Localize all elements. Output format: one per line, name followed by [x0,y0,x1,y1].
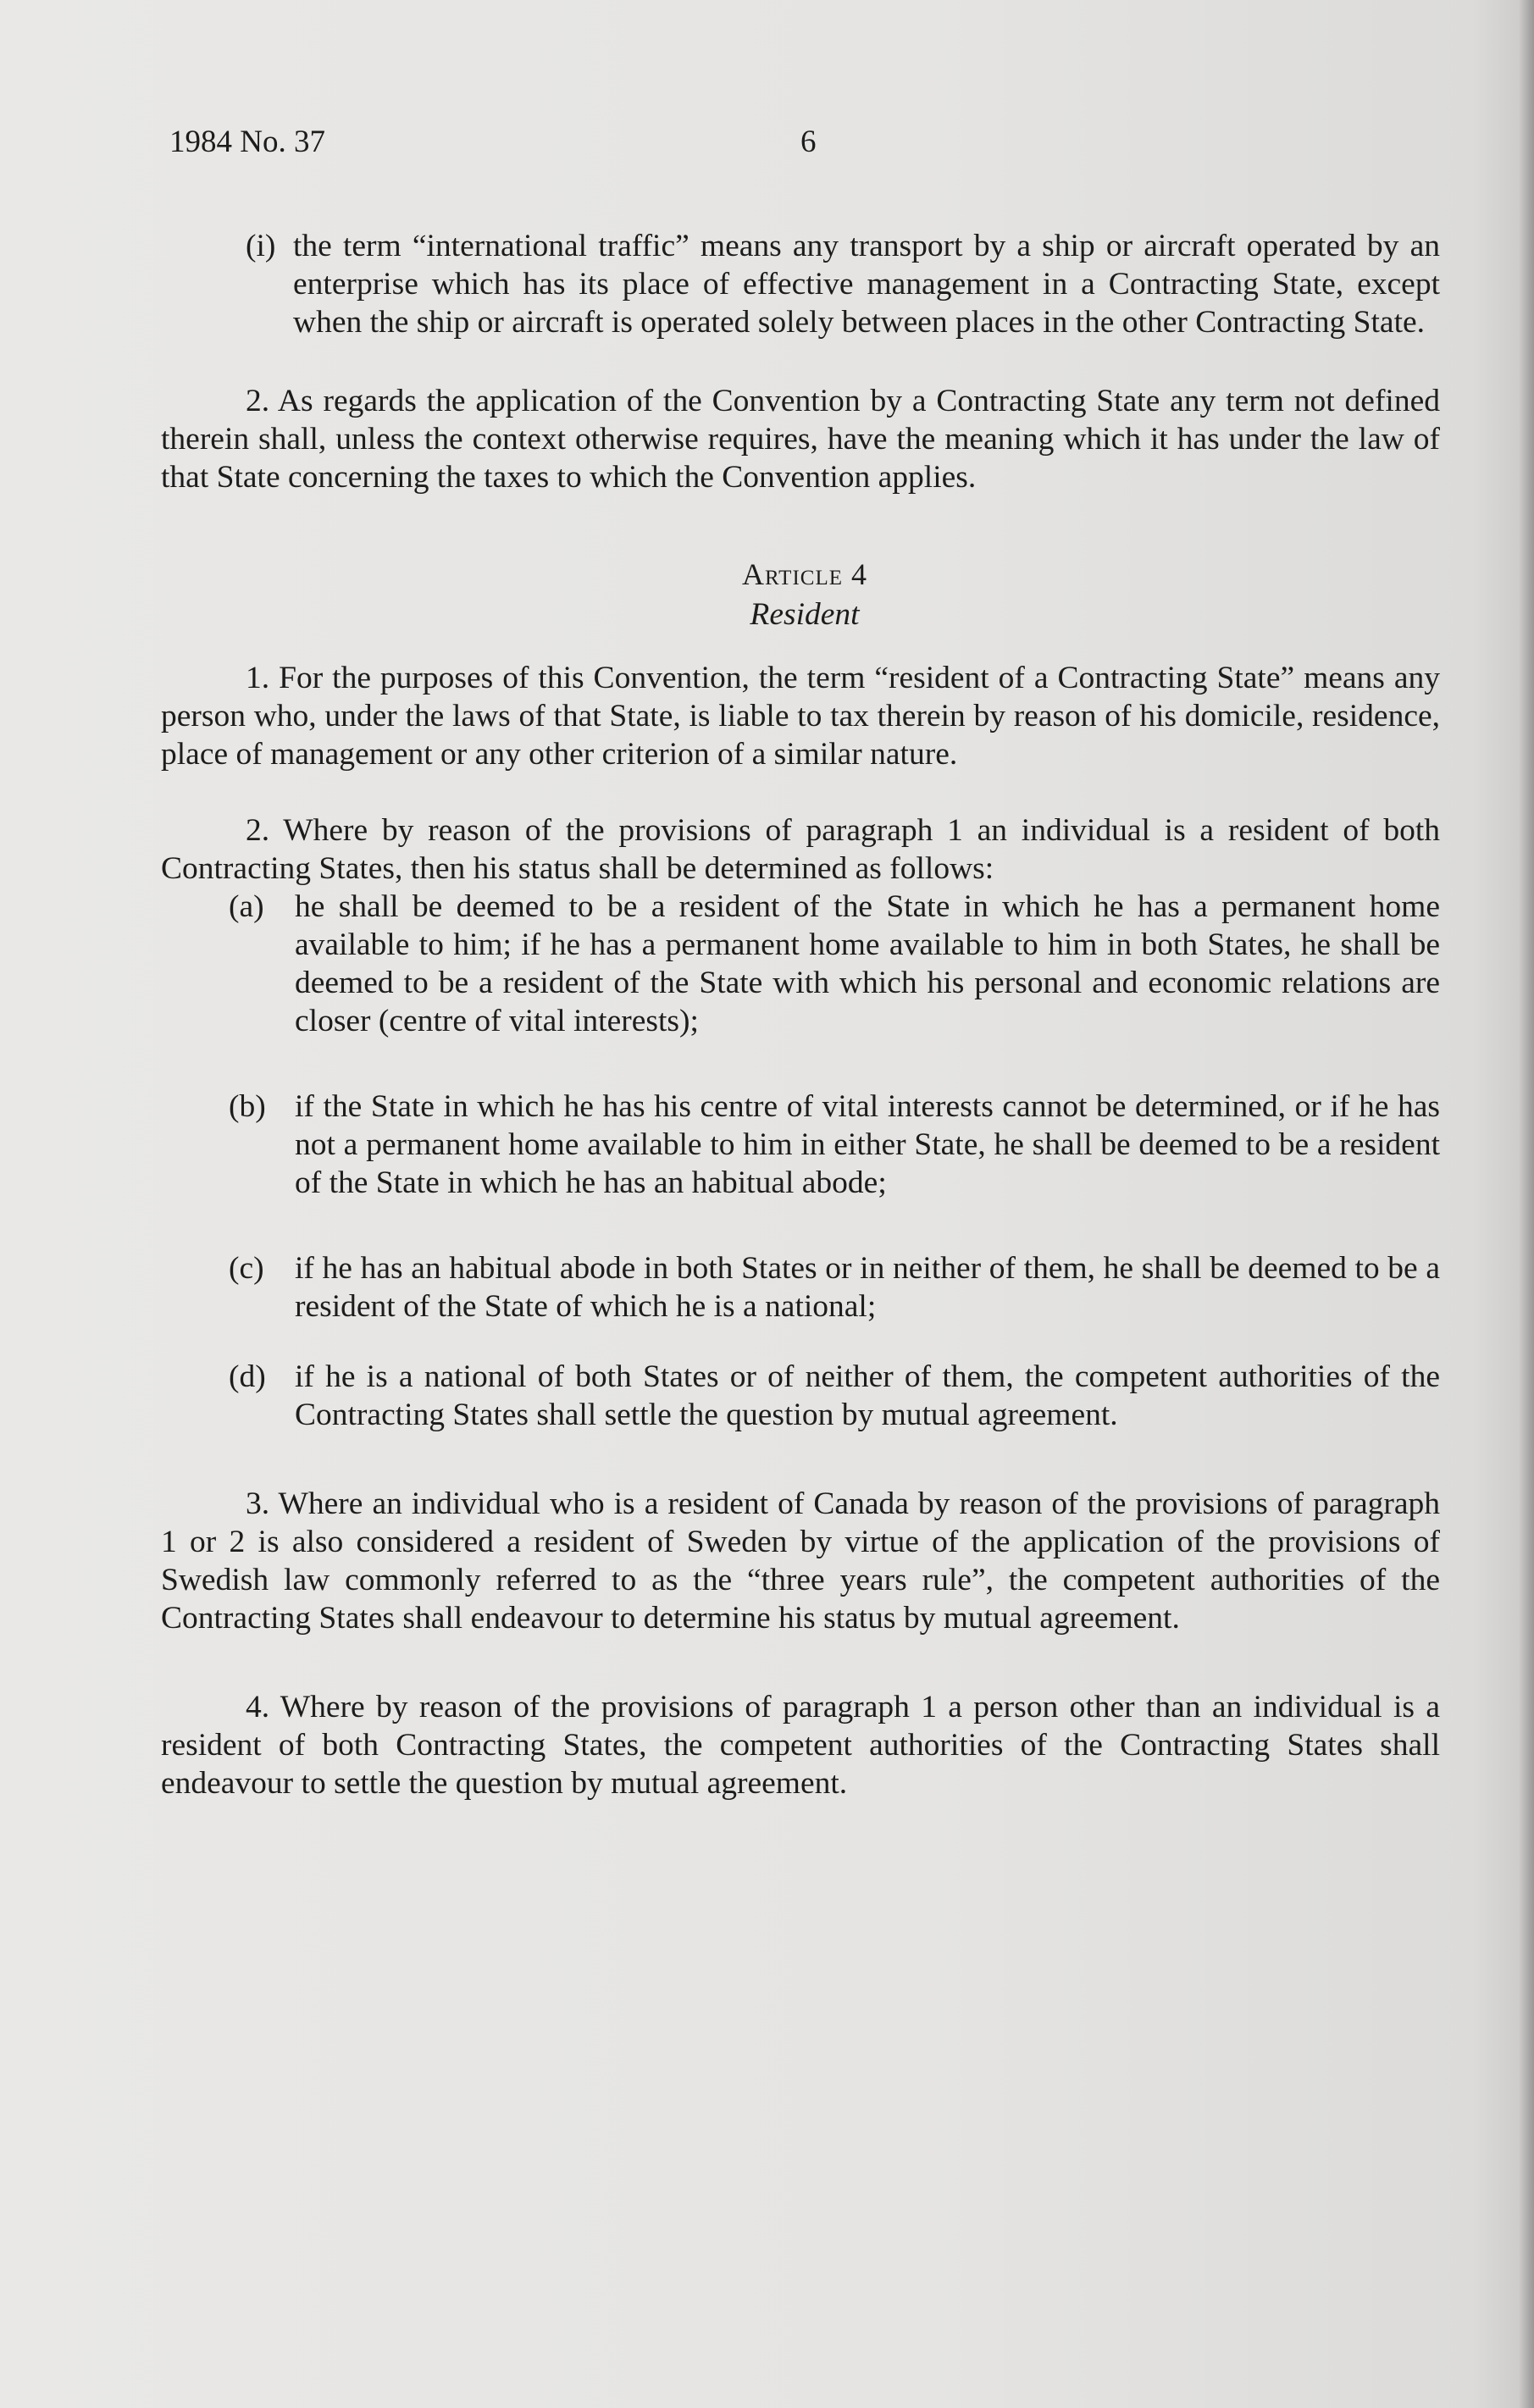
definition-item-i [161,227,1448,341]
sub-item-marker: (d) [229,1359,266,1394]
sub-item-text: if he has an habitual abode in both States or in neither of them, he shall be deemed to be a resident of the State of which he is a national; [295,1251,1440,1324]
binding-shadow [1519,0,1534,2408]
article-4-paragraph-1: 1. For the purposes of this Convention, the term “resident of a Contracting State” means any person who, under the laws of that State, is liable to tax therein by reason of his domicile, residence, place of management or any other criterion of a similar nature. [161,661,1440,772]
sub-item-marker: (b) [229,1089,266,1124]
article-heading [161,556,1448,594]
statute-reference: 1984 No. 37 [169,125,325,159]
sub-item-text: he shall be deemed to be a resident of the State in which he has a permanent home available to him; if he has a permanent home available to him in both States, he shall be deemed to be a resident of the State with which his personal and economic relations are closer (centre of vital interests); [295,889,1440,1038]
article-4-paragraph-3: 3. Where an individual who is a resident of Canada by reason of the provisions of paragraph 1 or 2 is also considered a resident of Sweden by virtue of the application of the provisions of Swedish law commonly referred to as the “three years rule”, the competent authorities of the Contracting States shall endeavour to determine his status by mutual agreement. [161,1486,1440,1636]
sub-item-text: if the State in which he has his centre of vital interests cannot be determined, or if he has not a permanent home available to him in either State, he shall be deemed to be a resident of the State in which he has an habitual abode; [295,1089,1440,1200]
sub-item-c [161,1249,1448,1326]
article-4-paragraph-2: 2. Where by reason of the provisions of paragraph 1 an individual is a resident of both Contracting States, then his status shall be determined as follows: [161,813,1440,886]
page-body [161,227,1448,1802]
page-number: 6 [800,125,817,159]
article-3-paragraph-2: 2. As regards the application of the Convention by a Contracting State any term not defined therein shall, unless the context otherwise requires, have the meaning which it has under the law of that State concerning the taxes to which the Convention applies. [161,384,1440,495]
sub-item-marker: (c) [229,1251,264,1286]
sub-item-text: if he is a national of both States or of neither of them, the competent authorities of the Contracting States shall settle the question by mutual agreement. [295,1359,1440,1432]
sub-item-b [161,1088,1448,1202]
article-heading-text: Article 4 [742,557,867,591]
article-subheading: Resident [750,597,860,632]
sub-item-marker: (a) [229,889,264,924]
sub-item-a [161,888,1448,1040]
item-marker: (i) [246,229,276,263]
page-header [169,124,1440,166]
item-text: the term “international traffic” means any transport by a ship or aircraft operated by an enterprise which has its place of effective management in a Contracting State, except when the ship or aircraft is operated solely between places in the other Contracting State. [293,229,1440,340]
sub-item-d [161,1358,1448,1434]
article-4-paragraph-4: 4. Where by reason of the provisions of paragraph 1 a person other than an individual is a resident of both Contracting States, the competent authorities of the Contracting States shall endeavour to settle the question by mutual agreement. [161,1690,1440,1801]
